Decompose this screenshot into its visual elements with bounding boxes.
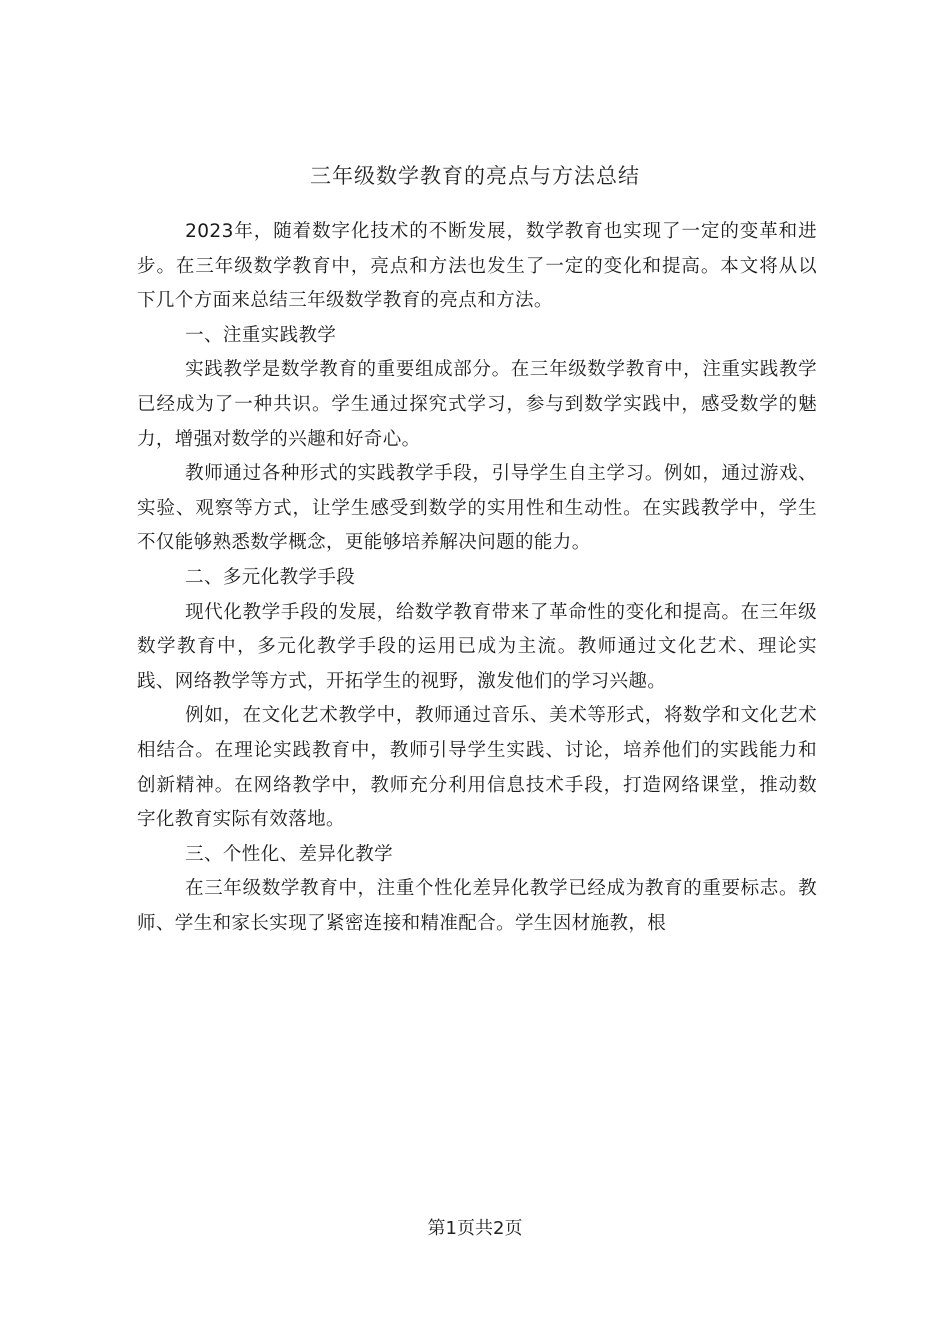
document-title: 三年级数学教育的亮点与方法总结	[310, 164, 640, 188]
paragraph: 例如，在文化艺术教学中，教师通过音乐、美术等形式，将数学和文化艺术相结合。在理论实践教育中，教师引导学生实践、讨论，培养他们的实践能力和创新精神。在网络教学中，教师充分利用信息技术手段，打造网络课堂，推动数字化教育实际有效落地。	[137, 705, 817, 831]
paragraph: 在三年级数学教育中，注重个性化差异化教学已经成为教育的重要标志。教师、学生和家长实现了紧密连接和精准配合。学生因材施教，根	[137, 878, 817, 934]
paragraph: 实践教学是数学教育的重要组成部分。在三年级数学教育中，注重实践教学已经成为了一种共识。学生通过探究式学习，参与到数学实践中，感受数学的魅力，增强对数学的兴趣和好奇心。	[137, 359, 817, 450]
section-heading-3: 三、个性化、差异化教学	[185, 843, 393, 865]
section-heading-1: 一、注重实践教学	[185, 324, 337, 346]
section-heading-2: 二、多元化教学手段	[185, 566, 356, 588]
paragraph: 现代化教学手段的发展，给数学教育带来了革命性的变化和提高。在三年级数学教育中，多元化教学手段的运用已成为主流。教师通过文化艺术、理论实践、网络教学等方式，开拓学生的视野，激发他们的学习兴趣。	[137, 601, 817, 692]
document-body	[137, 215, 817, 941]
page-number-footer: 第1页共2页	[427, 1218, 523, 1239]
paragraph: 教师通过各种形式的实践教学手段，引导学生自主学习。例如，通过游戏、实验、观察等方式，让学生感受到数学的实用性和生动性。在实践教学中，学生不仅能够熟悉数学概念，更能够培养解决问题的能力。	[137, 463, 817, 554]
paragraph-intro: 2023年，随着数字化技术的不断发展，数学教育也实现了一定的变革和进步。在三年级数学教育中，亮点和方法也发生了一定的变化和提高。本文将从以下几个方面来总结三年级数学教育的亮点和方法。	[137, 221, 817, 312]
